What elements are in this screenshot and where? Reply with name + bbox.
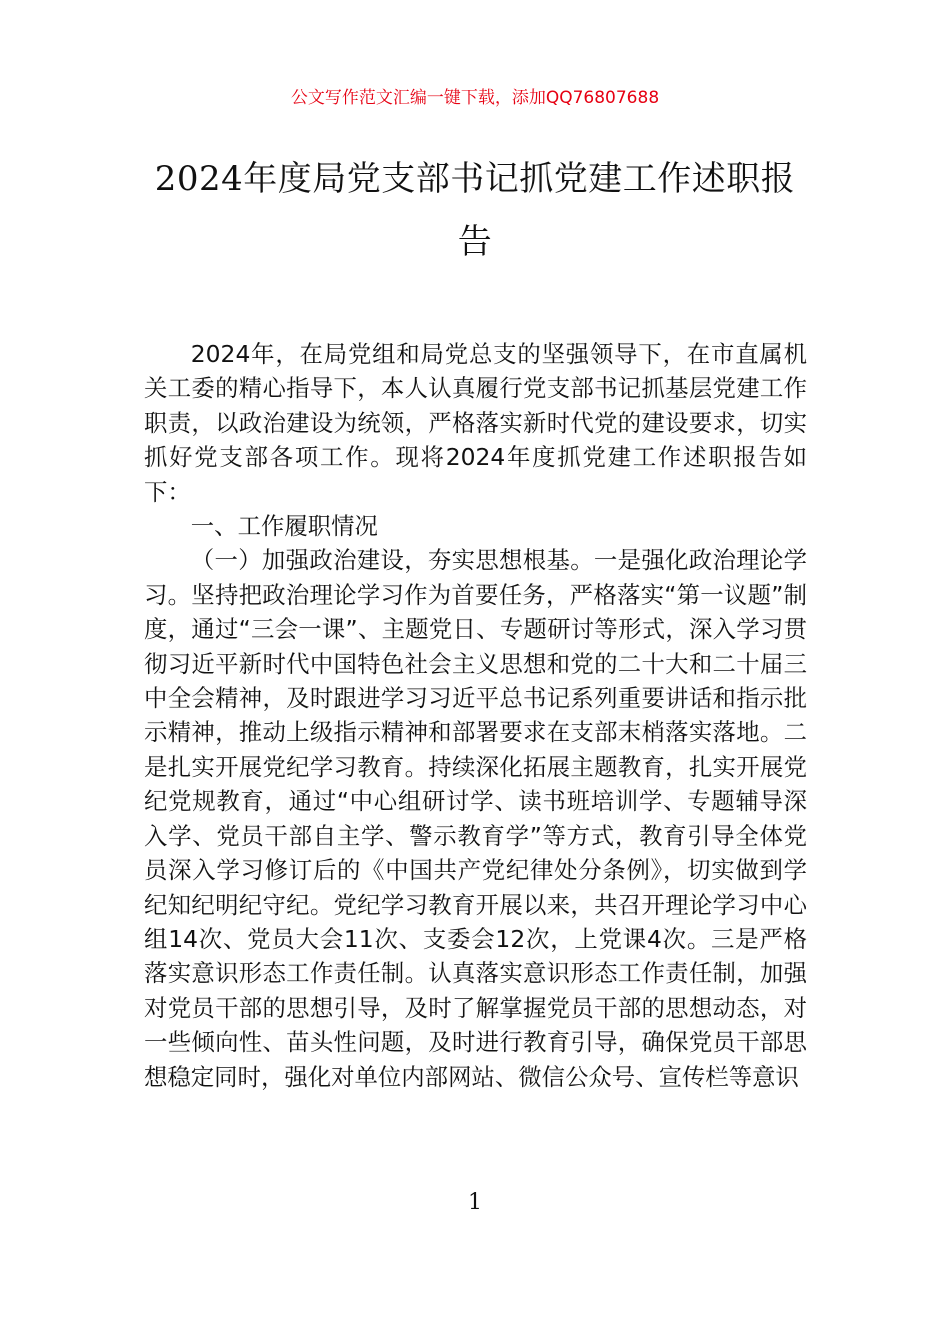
header-promo-note: 公文写作范文汇编一键下载，添加QQ76807688 <box>290 88 660 108</box>
body-paragraph: （一）加强政治建设，夯实思想根基。一是强化政治理论学习。坚持把政治理论学习作为首要任务，严格落实“第一议题”制度，通过“三会一课”、主题党日、专题研讨等形式，深入学习贯彻习近平新时代中国特色社会主义思想和党的二十大和二十届三中全会精神，及时跟进学习习近平总书记系列重要讲话和指示批示精神，推动上级指示精神和部署要求在支部末梢落实落地。二是扎实开展党纪学习教育。持续深化拓展主题教育，扎实开展党纪党规教育，通过“中心组研讨学、读书班培训学、专题辅导深入学、党员干部自主学、警示教育学”等方式，教育引导全体党员深入学习修订后的《中国共产党纪律处分条例》，切实做到学纪知纪明纪守纪。党纪学习教育开展以来，共召开理论学习中心组14次、党员大会11次、支委会12次，上党课4次。三是严格落实意识形态工作责任制。认真落实意识形态工作责任制，加强对党员干部的思想引导，及时了解掌握党员干部的思想动态，对一些倾向性、苗头性问题，及时进行教育引导，确保党员干部思想稳定同时，强化对单位内部网站、微信公众号、宣传栏等意识 <box>144 546 807 1091</box>
intro-paragraph: 2024年，在局党组和局党总支的坚强领导下，在市直属机关工委的精心指导下，本人认真履行党支部书记抓基层党建工作职责，以政治建设为统领，严格落实新时代党的建设要求，切实抓好党支部各项工作。现将2024年度抓党建工作述职报告如下： <box>144 340 807 506</box>
document-title: 2024年度局党支部书记抓党建工作述职报告 <box>154 159 796 262</box>
document-body <box>144 337 807 1094</box>
section-heading: 一、工作履职情况 <box>190 512 378 541</box>
page-number: 1 <box>468 1190 482 1215</box>
